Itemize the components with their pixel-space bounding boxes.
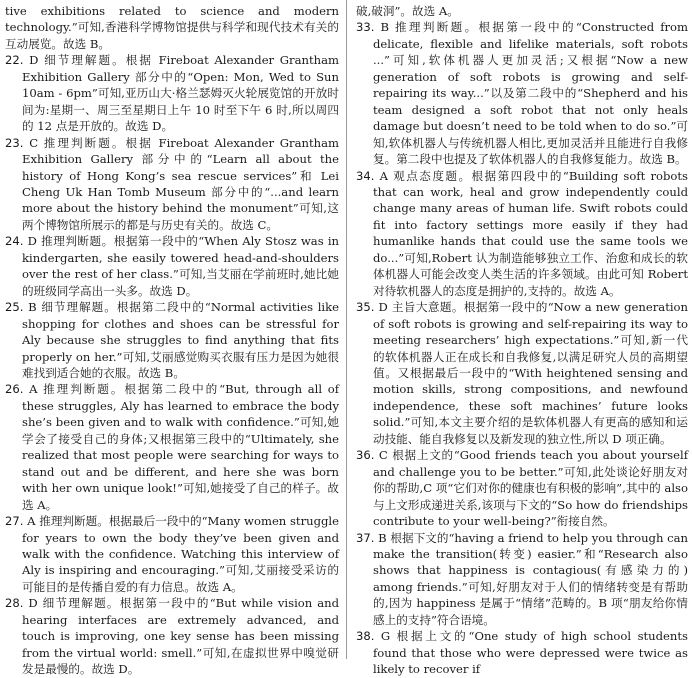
item-number: 38. [356, 629, 375, 644]
item-text: A 推理判断题。根据最后一段中的“Many women struggle for years to own the body they’ve been given and walk with the confidence. Watching this interview of Aly is inspiring and encouraging.”可知,艾丽接受采访的可能目的是传播自爱的有力信息。故选 A。 [22, 514, 339, 594]
item-number: 33. [356, 20, 375, 35]
item-number: 23. [5, 135, 24, 150]
item-text: A 观点态度题。根据第四段中的“Building soft robots that can work, heal and grow independently could change many areas of human life. Swift robots could fit into factory settings more easily if they had humanlike hands that could use the same tools we do...”可知,Robert 认为制造能够独立工作、治愈和成长的软体机器人可能会改变人类生活的许多领域。由此可知 Robert 对待软机器人的态度是拥护的,支持的。故选 A。 [373, 168, 688, 298]
item-text: D 主旨大意题。根据第一段中的“Now a new generation of soft robots is growing and self-repairing its way to meeting researchers’ high expectations.”可知,新一代的软体机器人正在成长和自我修复,以满足研究人员的高期望值。又根据最后一段中的“With heightened sensing and motion skills, strong compositions, and newfound independence, these soft machines’ future looks solid.”可知,本文主要介绍的是软体机器人有更高的感知和运动技能、能自我修复以及新发现的独立性,所以 D 项正确。 [373, 300, 689, 446]
answer-item-23 [5, 135, 339, 234]
item-number: 37. [356, 530, 375, 545]
item-number: 34. [356, 168, 375, 183]
column-divider [346, 0, 347, 659]
item-text: B 根据下文的“having a friend to help you through can make the transition(转变) easier.”和“Research also shows that happiness is contagious(有感染力的) among friends.”可知,好朋友对于人们的情绪转变是有帮助的,因为 happiness 是属于“情绪”范畴的。B 项“朋友给你情感上的支持”符合语境。 [373, 530, 688, 627]
continued-paragraph: tive exhibitions related to science and modern technology.”可知,香港科学博物馆提供与科学和现代技术有关的互动展览。故选 B。 [5, 4, 339, 51]
item-text: A 推理判断题。根据第二段中的“But, through all of these struggles, Aly has learned to embrace the body she’s been given and to walk with confidence.”可知,她学会了接受自己的身体;又根据第三段中的“Ultimately, she realized that most people were searching for ways to stand out and be different, and here she was born with her own unique look!”可知,她接受了自己的样子。故选 A。 [22, 382, 339, 512]
answer-item-38 [356, 628, 688, 677]
answer-item-28 [5, 595, 339, 677]
answer-item-25 [5, 299, 339, 381]
item-number: 28. [5, 596, 24, 611]
answer-item-36 [356, 447, 688, 529]
item-number: 27. [5, 514, 24, 529]
item-number: 24. [5, 234, 24, 249]
item-text: C 根据上文的“Good friends teach you about yourself and challenge you to be better.”可知,此处谈论好朋友对你的帮助,C 项“它们对你的健康也有积极的影响”,其中的 also 与上文形成递进关系,该项与下文的“So how do friendships contribute to your well-being?”衔接自然。 [373, 448, 688, 529]
item-text: C 推理判断题。根据 Fireboat Alexander Grantham Exhibition Gallery 部分中的“Learn all about the history of Hong Kong’s sea rescue services”和 Lei Cheng Uk Han Tomb Museum 部分中的“...and learn more about the history behind the monument”可知,这两个博物馆所展示的都是与历史有关的。故选 C。 [22, 135, 340, 232]
answer-item-33 [356, 19, 688, 167]
item-number: 22. [5, 53, 24, 68]
item-text: D 细节理解题。根据第一段中的“But while vision and hearing interfaces are extremely advanced, and touch is improving, one key sense has been missing from the virtual world: smell.”可知,在虚拟世界中嗅觉研发是最慢的。故选 D。 [22, 596, 339, 677]
item-number: 25. [5, 300, 24, 315]
continued-paragraph: 破,破洞”。故选 A。 [356, 4, 459, 18]
answer-item-26 [5, 381, 339, 513]
answer-item-34 [356, 168, 688, 300]
answer-item-24 [5, 233, 339, 299]
item-text: B 推理判断题。根据第一段中的“Constructed from delicate, flexible and lifelike materials, soft robots ...”可知,软体机器人更加灵活;又根据“Now a new generation of soft robots is growing and self-repairing its way...”以及第二段中的“Shepherd and his team designed a soft robot that not only heals damage but doesn’t need to be told when to do so.”可知,软体机器人与传统机器人相比,更加灵活并且能进行自我修复。第二段中也提及了软体机器人的自我修复能力。故选 B。 [373, 20, 689, 167]
answer-item-37 [356, 530, 688, 629]
left-column [5, 3, 340, 677]
item-number: 35. [356, 300, 375, 315]
item-text: B 细节理解题。根据第二段中的“Normal activities like shopping for clothes and shoes can be stressful for Aly because she struggles to find anything that fits properly on her.”可知,艾丽感觉购买衣服有压力是因为她很难找到适合她的衣服。故选 B。 [22, 300, 340, 380]
item-text: G 根据上文的“One study of high school students found that those who were depressed were twice as likely to recover if [373, 629, 688, 677]
answer-item-27 [5, 513, 339, 595]
answer-item-22 [5, 52, 339, 134]
item-text: D 推理判断题。根据第一段中的“When Aly Stosz was in kindergarten, she easily towered head-and-shoulders over the rest of her class.”可知,当艾丽在学前班时,她比她的班级同学高出一头多。故选 D。 [22, 234, 340, 298]
item-number: 36. [356, 448, 375, 463]
right-column [356, 3, 689, 677]
item-text: D 细节理解题。根据 Fireboat Alexander Grantham Exhibition Gallery 部分中的“Open: Mon, Wed to Sun 10am - 6pm”可知,亚历山大·格兰瑟姆灭火轮展览馆的开放时间为:星期一、周三至星期日上午 10 时至下午 6 时,所以周四的 12 点是开放的。故选 D。 [22, 53, 339, 134]
answer-item-35 [356, 299, 688, 447]
item-number: 26. [5, 382, 24, 397]
